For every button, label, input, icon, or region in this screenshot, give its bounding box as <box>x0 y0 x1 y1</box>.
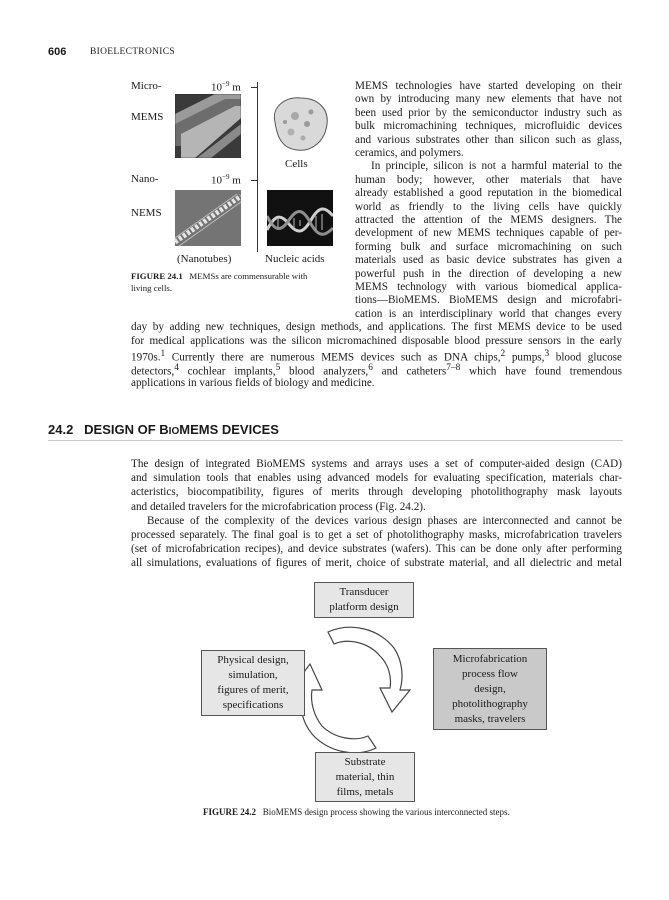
right-column-line: In principle, silicon is not a harmful material to the <box>371 160 622 173</box>
row-label-micro: Micro- <box>131 80 162 92</box>
transducer-box: Transducer platform design <box>314 582 414 618</box>
figure-24-1-caption: FIGURE 24.1 MEMSs are commensurable with <box>131 271 308 281</box>
right-column-line: tions—BioMEMS. BioMEMS design and microfabri- <box>355 294 622 307</box>
right-column-line: and various substrates other than silicon such as glass, <box>355 133 622 146</box>
section-heading: 24.2 DESIGN OF BIOMEMS DEVICES <box>48 422 279 437</box>
row-label-nems: NEMS <box>131 207 162 219</box>
right-column-line: materials used as basic device substrates has given a <box>355 254 622 267</box>
right-column-line: attracted the attention of the MEMS designers. The <box>355 214 622 226</box>
right-column-line: powerful push in the direction of developing a new <box>355 267 622 280</box>
right-column-line: MEMS technology with various biomedical applica- <box>355 281 622 293</box>
section-paragraph-line: and detailed travelers for the microfabrication process (Fig. 24.2). <box>131 500 426 513</box>
section-paragraph-line: all simulations, evaluations of figures of merit, choice of substrate material, and all dielectric and metal <box>131 557 622 570</box>
nucleic-label: Nucleic acids <box>265 253 325 265</box>
right-column-line: own by introducing many new elements that have not <box>355 93 622 106</box>
para1-line4: detectors,$^4$ cochlear implants,$^5$ blood analyzers,$^6$ and catheters$^{7-8}$ which have found tremendous <box>131 363 623 378</box>
para1-line5: applications in various fields of biology and medicine. <box>131 377 375 389</box>
section-paragraph-line: acteristics, biocompatibility, figures of merits through developing photolithography mask layouts <box>131 486 622 499</box>
para1-line2: for medical applications was the silicon micromachined disposable blood pressure sensors in the early <box>131 335 622 347</box>
section-paragraph-line: and simulation tools that enables using advanced models for evaluating specification, materials char- <box>131 472 622 485</box>
right-column-line: human body; however, other materials that have <box>355 173 622 186</box>
right-column-line: bulk micromachining techniques, microfluidic devices <box>355 120 622 133</box>
figure-24-2-caption: FIGURE 24.2 BioMEMS design process showing the various interconnected steps. <box>203 807 510 817</box>
right-column-line: development of new MEMS techniques capable of per- <box>355 227 622 240</box>
section-paragraph-line: Because of the complexity of the devices various design phases are interconnected and cannot be <box>147 514 622 527</box>
scale-top: $10^{-9}$ m <box>211 80 241 94</box>
running-title: BIOELECTRONICS <box>90 47 175 57</box>
microfabrication-box: Microfabrication process flow design, photolithography masks, travelers <box>433 648 547 730</box>
substrate-box: Substrate material, thin films, metals <box>315 752 415 802</box>
cells-label: Cells <box>285 158 308 170</box>
nanotubes-label: (Nanotubes) <box>177 253 232 265</box>
right-column-line: world as friendly to the living cells have quickly <box>355 200 622 213</box>
section-paragraph-line: The design of integrated BioMEMS systems and arrays uses a set of computer-aided design (CAD) <box>131 458 622 470</box>
section-paragraph-line: (set of microfabrication recipes), and device substrates (wafers). This can be done only after performing <box>131 543 622 556</box>
right-column-line: cation is an interdisciplinary world that changes every <box>355 307 622 320</box>
section-paragraph-line: processed separately. The final goal is to get a set of photolithography masks, microfabrication travelers <box>131 529 622 541</box>
right-column-line: forming bulk and surface micromachining on such <box>355 240 622 253</box>
right-column-line: MEMS technologies have started developing on their <box>355 80 622 92</box>
para1-line1: day by adding new techniques, design methods, and applications. The first MEMS device to be used <box>131 321 622 333</box>
figure-24-1-caption-cont: living cells. <box>131 283 173 293</box>
page-number: 606 <box>48 46 67 58</box>
right-column-line: been used prior by the semiconductor industry such as <box>355 106 622 119</box>
para1-line3: 1970s.$^1$ Currently there are numerous MEMS devices such as DNA chips,$^2$ pumps,$^3$ blood glucose <box>131 349 622 364</box>
row-label-mems: MEMS <box>131 111 164 123</box>
physical-design-box: Physical design, simulation, figures of merit, specifications <box>201 650 305 716</box>
scale-bottom: $10^{-9}$ m <box>211 173 241 187</box>
row-label-nano: Nano- <box>131 173 159 185</box>
right-column-line: already established a good reputation in the biomedical <box>355 187 622 200</box>
right-column-line: ceramics, and polymers. <box>355 147 464 159</box>
